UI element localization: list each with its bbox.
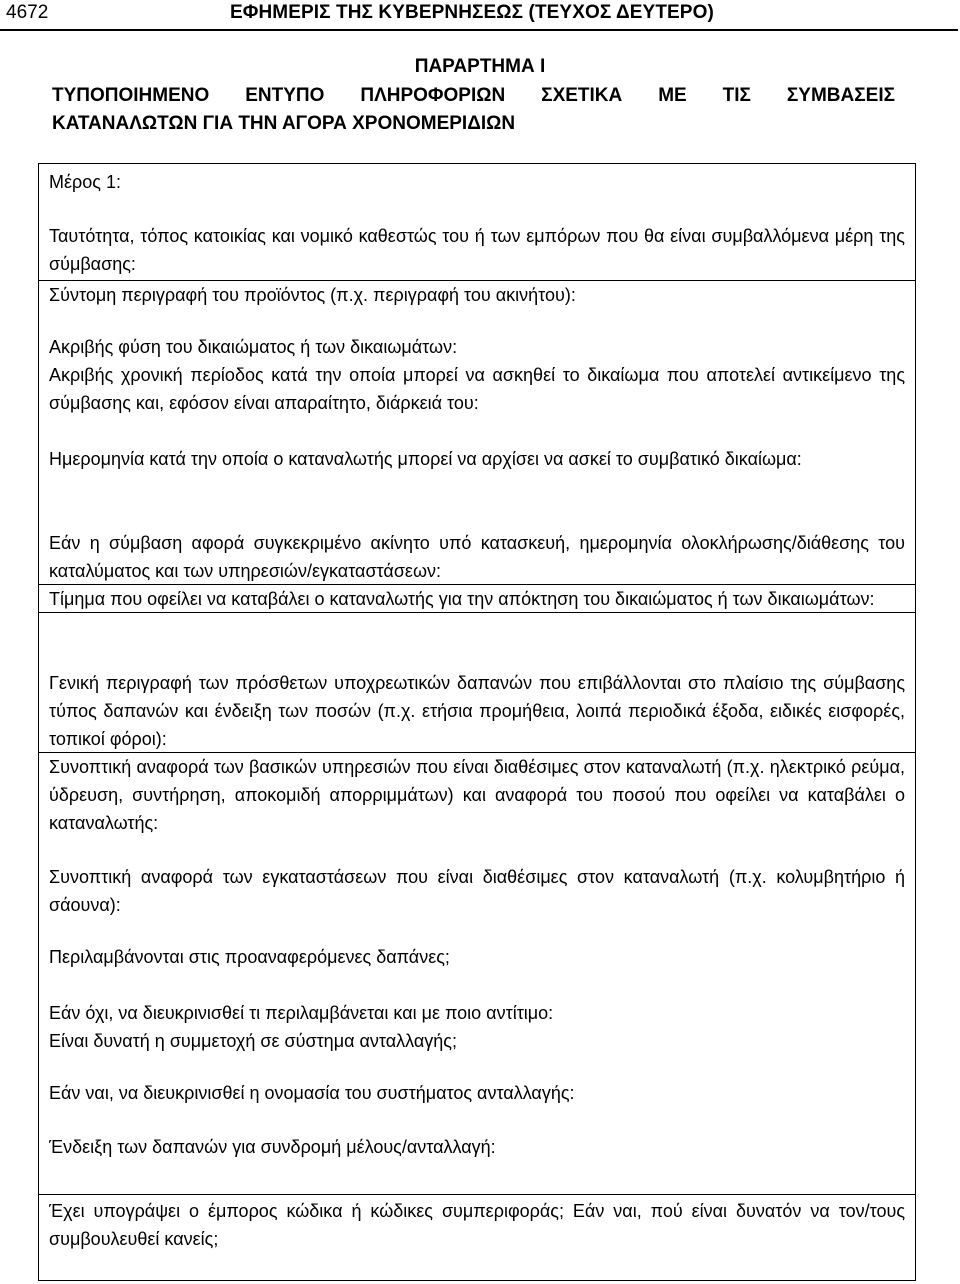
field-price: Τίμημα που οφείλει να καταβάλει ο καταναλωτής για την απόκτηση του δικαιώματος ή των δικαιωμάτων: [49, 589, 875, 609]
field-product-description: Σύντομη περιγραφή του προϊόντος (π.χ. περιγραφή του ακινήτου): [49, 285, 576, 305]
field-right-nature: Ακριβής φύση του δικαιώματος ή των δικαιωμάτων: [49, 337, 458, 357]
part-label: Μέρος 1: [49, 172, 121, 192]
field-exchange-name: Εάν ναι, να διευκρινισθεί η ονομασία του συστήματος ανταλλαγής: [49, 1083, 575, 1103]
annex-subtitle-line2: ΚΑΤΑΝΑΛΩΤΩΝ ΓΙΑ ΤΗΝ ΑΓΟΡΑ ΧΡΟΝΟΜΕΡΙΔΙΩΝ [52, 113, 516, 134]
field-exercise-period: Ακριβής χρονική περίοδος κατά την οποία μπορεί να ασκηθεί το δικαίωμα που αποτελεί αντικείμενο της σύμβασης και, εφόσον είναι απαραίτητο, διάρκειά του: [49, 365, 905, 413]
form-row-part1 [38, 163, 916, 281]
page-number: 4672 [6, 2, 49, 23]
field-facilities: Συνοπτική αναφορά των εγκαταστάσεων που είναι διαθέσιμες στον καταναλωτή (π.χ. κολυμβητήριο ή σάουνα): [49, 867, 905, 915]
field-if-not-included: Εάν όχι, να διευκρινισθεί τι περιλαμβάνεται και με ποιο αντίτιμο: [49, 1003, 554, 1023]
information-form [38, 163, 916, 1281]
field-services: Συνοπτική αναφορά των βασικών υπηρεσιών που είναι διαθέσιμες στον καταναλωτή (π.χ. ηλεκτρικό ρεύμα, ύδρευση, συντήρηση, αποκομιδή απορριμμάτων) και αναφορά του ποσού που οφείλει να καταβάλει ο καταναλωτής: [49, 757, 905, 833]
form-row-services [38, 752, 916, 1195]
field-trader-identity: Ταυτότητα, τόπος κατοικίας και νομικό καθεστώς του ή των εμπόρων που θα είναι συμβαλλόμενα μέρη της σύμβασης: [49, 226, 905, 274]
annex-title: ΠΑΡΑΡΤΗΜΑ I [414, 56, 546, 77]
form-row-product [38, 280, 916, 613]
field-additional-costs: Γενική περιγραφή των πρόσθετων υποχρεωτικών δαπανών που επιβάλλονται στο πλαίσιο της σύμβασης τύπος δαπανών και ένδειξη των ποσών (π.χ. ετήσια προμήθεια, λοιπά περιοδικά έξοδα, ειδικές εισφορές, τοπικοί φόροι): [49, 673, 905, 749]
page-header [0, 0, 958, 31]
field-exchange-system: Είναι δυνατή η συμμετοχή σε σύστημα ανταλλαγής; [49, 1031, 457, 1051]
journal-title: ΕΦΗΜΕΡΙΣ ΤΗΣ ΚΥΒΕΡΝΗΣΕΩΣ (ΤΕΥΧΟΣ ΔΕΥΤΕΡΟ) [230, 2, 714, 23]
field-membership-costs: Ένδειξη των δαπανών για συνδρομή μέλους/ανταλλαγή: [49, 1137, 496, 1157]
annex-subtitle-line1: ΤΥΠΟΠΟΙΗΜΕΝΟ ΕΝΤΥΠΟ ΠΛΗΡΟΦΟΡΙΩΝ ΣΧΕΤΙΚΑ ΜΕ ΤΙΣ ΣΥΜΒΑΣΕΙΣ [52, 85, 895, 106]
form-row-code-of-conduct [38, 1194, 916, 1281]
form-row-price [38, 584, 916, 753]
field-code-of-conduct: Έχει υπογράψει ο έμπορος κώδικα ή κώδικες συμπεριφοράς; Εάν ναι, πού είναι δυνατόν να τον/τους συμβουλευθεί κανείς; [49, 1201, 905, 1249]
field-start-date: Ημερομηνία κατά την οποία ο καταναλωτής μπορεί να αρχίσει να ασκεί το συμβατικό δικαίωμα: [49, 449, 802, 469]
field-included-in-costs: Περιλαμβάνονται στις προαναφερόμενες δαπάνες; [49, 947, 450, 967]
field-under-construction: Εάν η σύμβαση αφορά συγκεκριμένο ακίνητο υπό κατασκευή, ημερομηνία ολοκλήρωσης/διάθεσης του καταλύματος και των υπηρεσιών/εγκαταστάσεων: [49, 533, 905, 581]
